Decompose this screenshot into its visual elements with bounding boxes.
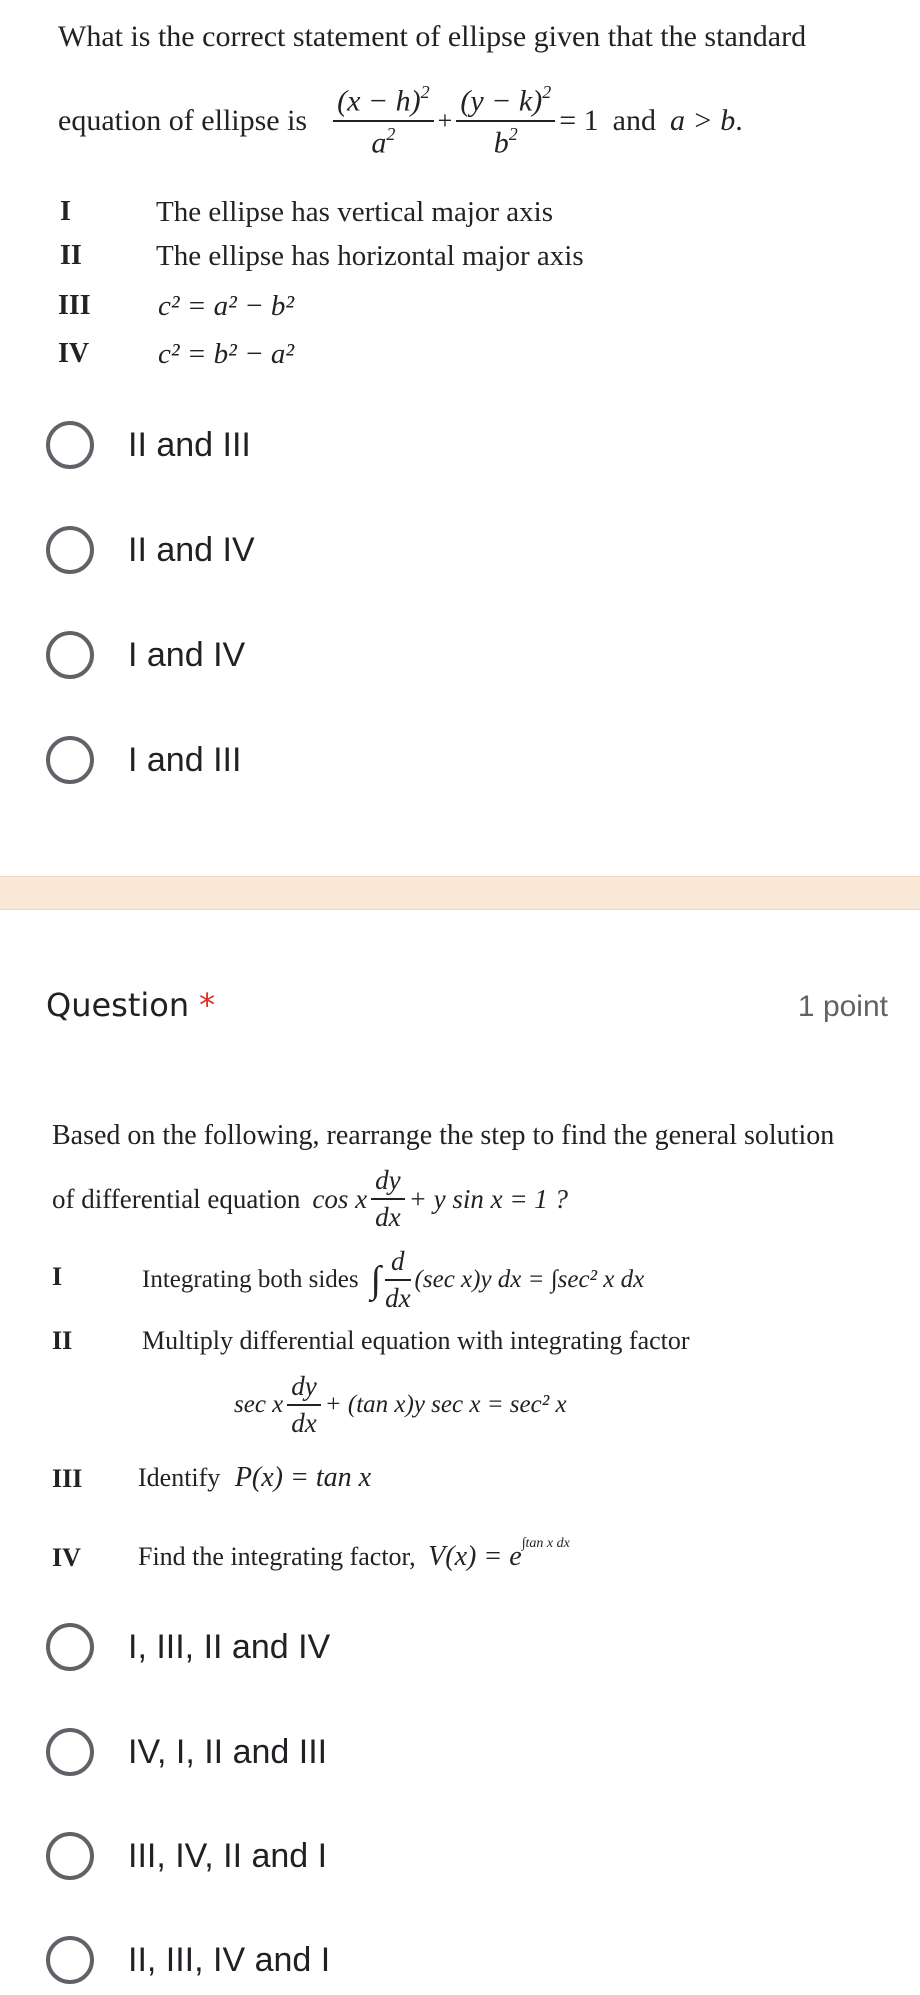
equation-rest: + (tan x)y sec x = sec² x: [324, 1391, 567, 1418]
radio-button[interactable]: [46, 526, 94, 574]
step-exponent: ∫tan x dx: [521, 1536, 570, 1551]
period: .: [735, 104, 743, 137]
step-text: Multiply differential equation with integrating factor: [142, 1326, 690, 1355]
radio-button[interactable]: [46, 421, 94, 469]
equation-rest: + y sin x = 1 ?: [408, 1183, 569, 1214]
integral-symbol: ∫: [370, 1259, 382, 1301]
step-iii-content: [138, 1462, 371, 1494]
required-asterisk: *: [199, 986, 216, 1024]
answer-option[interactable]: [46, 522, 255, 578]
step-math: V(x) = e: [428, 1541, 522, 1572]
exponent: 2: [386, 123, 396, 144]
statement-formula: c² = b² − a²: [158, 338, 295, 370]
statement-numeral: III: [58, 290, 91, 321]
step-numeral: III: [52, 1464, 83, 1493]
step-math: (sec x)y dx = ∫sec² x dx: [414, 1266, 645, 1293]
fraction-denominator: dx: [375, 1201, 401, 1232]
step-numeral: I: [52, 1262, 63, 1291]
option-label: II, III, IV and I: [128, 1940, 331, 1979]
statement-text: The ellipse has horizontal major axis: [156, 240, 584, 272]
step-math: P(x) = tan x: [234, 1462, 372, 1493]
step-i-content: [142, 1245, 645, 1313]
statement-numeral: IV: [58, 338, 90, 369]
option-label: I, III, II and IV: [128, 1627, 331, 1666]
answer-option[interactable]: [46, 1932, 330, 1988]
radio-button[interactable]: [46, 631, 94, 679]
answer-option[interactable]: [46, 732, 241, 788]
question2-equation-line: [52, 1164, 568, 1234]
and-text: and: [612, 104, 656, 137]
step-ii-equation: [234, 1370, 567, 1440]
radio-button[interactable]: [46, 1832, 94, 1880]
fraction-denominator: dx: [385, 1282, 411, 1313]
points-label: 1 point: [797, 990, 888, 1023]
radio-button[interactable]: [46, 736, 94, 784]
fraction-y-denominator: b: [493, 126, 509, 160]
question-title: [46, 986, 215, 1024]
question1-equation-line: [58, 66, 743, 176]
statement-text: The ellipse has vertical major axis: [156, 196, 553, 228]
fraction-numerator: dy: [375, 1164, 401, 1195]
fraction-y-numerator: (y − k): [460, 84, 543, 118]
option-label: IV, I, II and III: [128, 1732, 328, 1771]
fraction-x-denominator: a: [371, 126, 387, 160]
ellipse-fraction-x: [333, 83, 434, 160]
d-dx-fraction: [385, 1247, 410, 1314]
exponent: 2: [508, 123, 518, 144]
dy-dx-fraction: [287, 1372, 320, 1439]
question2-line1: Based on the following, rearrange the step to find the general solution: [52, 1120, 835, 1151]
step-iv-content: [138, 1536, 570, 1573]
statement-formula: c² = a² − b²: [158, 290, 295, 322]
radio-button[interactable]: [46, 1623, 94, 1671]
exponent: 2: [420, 81, 430, 102]
step-numeral: II: [52, 1326, 73, 1355]
condition: a > b: [669, 104, 736, 137]
answer-option[interactable]: [46, 1828, 327, 1884]
option-label: II and IV: [128, 530, 255, 569]
answer-option[interactable]: [46, 1724, 327, 1780]
step-text: Integrating both sides: [142, 1266, 359, 1293]
fraction-x-numerator: (x − h): [337, 84, 421, 118]
question1-line1: What is the correct statement of ellipse given that the standard: [58, 20, 807, 53]
answer-option[interactable]: [46, 1619, 330, 1675]
question-title-text: Question: [46, 986, 190, 1024]
step-numeral: IV: [52, 1543, 81, 1572]
option-label: III, IV, II and I: [128, 1836, 328, 1875]
plus-sign: +: [437, 106, 453, 135]
fraction-denominator: dx: [291, 1407, 317, 1438]
question1-line2-prefix: equation of ellipse is: [58, 104, 308, 137]
answer-option[interactable]: [46, 627, 245, 683]
statement-numeral: II: [60, 240, 82, 271]
sec-x: sec x: [234, 1391, 284, 1418]
option-label: I and III: [128, 740, 242, 779]
cos-x: cos x: [312, 1183, 368, 1214]
section-divider: [0, 876, 920, 910]
fraction-numerator: d: [391, 1245, 405, 1276]
statement-numeral: I: [60, 196, 71, 227]
ellipse-fraction-y: [456, 83, 555, 160]
option-label: II and III: [128, 425, 251, 464]
fraction-numerator: dy: [291, 1370, 317, 1401]
step-text: Find the integrating factor,: [138, 1542, 416, 1571]
option-label: I and IV: [128, 635, 246, 674]
step-text: Identify: [138, 1463, 221, 1492]
radio-button[interactable]: [46, 1728, 94, 1776]
question2-line2-prefix: of differential equation: [52, 1183, 301, 1214]
radio-button[interactable]: [46, 1936, 94, 1984]
answer-option[interactable]: [46, 417, 251, 473]
equals-one: = 1: [559, 104, 599, 137]
dy-dx-fraction: [371, 1166, 404, 1233]
exponent: 2: [542, 81, 552, 102]
